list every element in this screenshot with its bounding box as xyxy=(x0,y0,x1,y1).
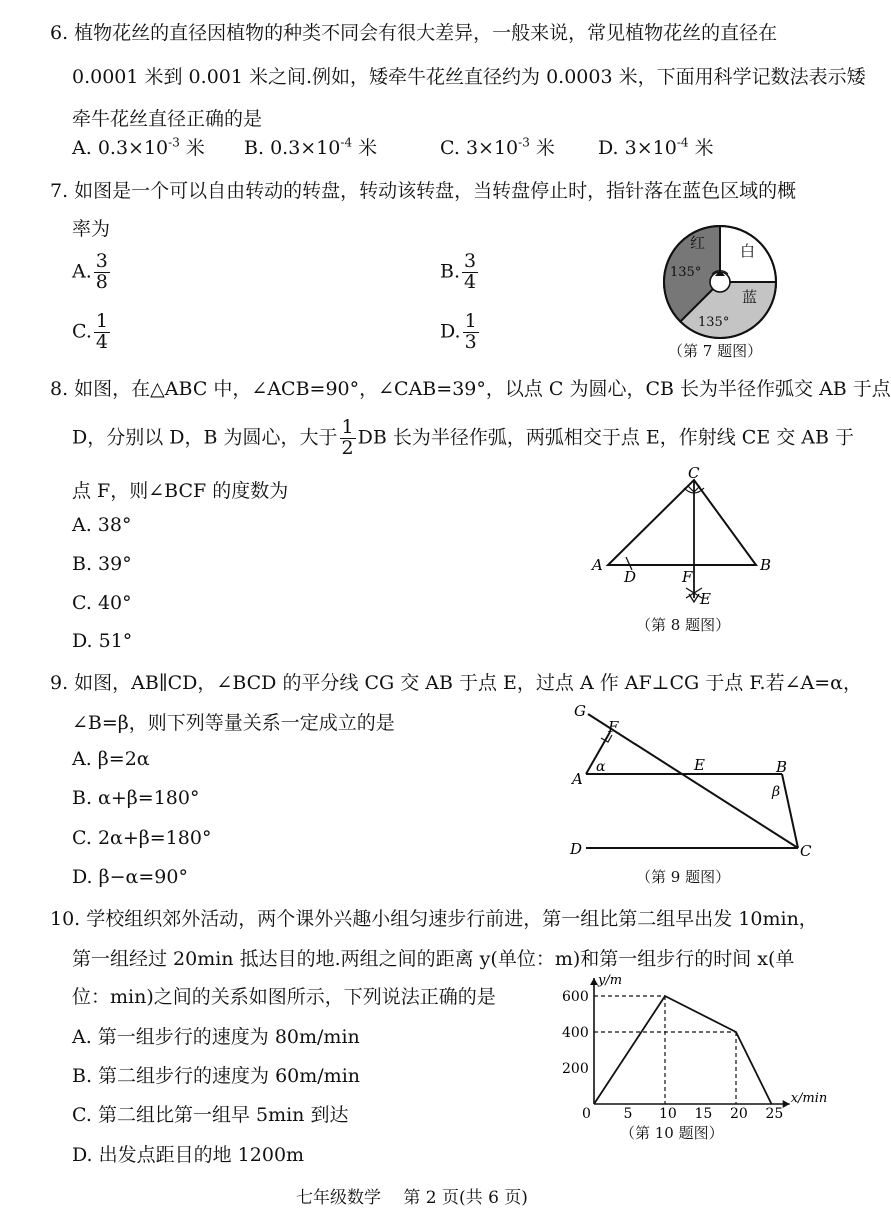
x-tick-label: 10 xyxy=(659,1106,677,1122)
angle-alpha-label: α xyxy=(596,759,606,775)
y-tick-label: 200 xyxy=(562,1061,589,1077)
x-axis-arrow xyxy=(783,1100,790,1108)
series-line xyxy=(594,996,772,1104)
q6-stem-line3: 牵牛花丝直径正确的是 xyxy=(72,108,263,130)
point-f9-label: F xyxy=(608,718,619,736)
spinner-angle2-label: 135° xyxy=(698,315,730,330)
parallel-lines-figure xyxy=(566,700,816,860)
q7-stem-line2: 率为 xyxy=(72,218,111,240)
point-c9-label: C xyxy=(800,842,812,860)
point-e-label: E xyxy=(700,590,711,608)
y-axis-label: y/m xyxy=(598,973,623,988)
q7-option-d: D. $\frac{1}{3}$ xyxy=(440,310,477,353)
q7-option-c: C. $\frac{1}{4}$ xyxy=(72,310,108,353)
point-d-label: D xyxy=(624,568,637,586)
distance-time-chart xyxy=(556,973,828,1122)
q8-figure-caption: （第 8 题图） xyxy=(636,616,731,634)
q7-stem-line1: 7. 如图是一个可以自由转动的转盘，转动该转盘，当转盘停止时，指针落在蓝色区域的概 xyxy=(50,180,797,202)
spinner-red-label: 红 xyxy=(690,234,706,252)
spinner-figure xyxy=(655,224,785,340)
q10-option-a: A. 第一组步行的速度为 80m/min xyxy=(72,1026,360,1048)
x-axis-label: x/min xyxy=(790,1091,828,1106)
q9-stem-line2: ∠B=β，则下列等量关系一定成立的是 xyxy=(72,712,395,734)
q8-stem-line1: 8. 如图，在△ABC 中，∠ACB=90°，∠CAB=39°，以点 C 为圆心，CB 长为半径作弧交 AB 于点 xyxy=(50,378,891,400)
q8-stem-line2: D，分别以 D，B 为圆心，大于 $\frac{1}{2}$ DB 长为半径作弧，两弧相交于点 E，作射线 CE 交 AB 于 xyxy=(72,416,855,459)
y-tick-label: 600 xyxy=(562,989,589,1005)
q10-figure-caption: （第 10 题图） xyxy=(620,1124,724,1142)
x-tick-label: 25 xyxy=(765,1106,784,1122)
q9-option-c: C. 2α+β=180° xyxy=(72,827,212,849)
y-axis-arrow xyxy=(590,978,598,985)
q7-option-b: B. $\frac{3}{4}$ xyxy=(440,250,477,293)
q8-option-b: B. 39° xyxy=(72,553,132,575)
q9-option-b: B. α+β=180° xyxy=(72,787,200,809)
q7-option-a: A. $\frac{3}{8}$ xyxy=(72,250,108,293)
q10-option-c: C. 第二组比第一组早 5min 到达 xyxy=(72,1104,349,1126)
q10-stem-line2: 第一组经过 20min 抵达目的地.两组之间的距离 y(单位：m)和第一组步行的时间 x(单 xyxy=(72,948,795,970)
q6-option-a: A. $0.3\times 10^{-3}$ 米 xyxy=(72,135,205,159)
q6-option-d: D. $3\times 10^{-4}$ 米 xyxy=(598,135,714,159)
x-tick-label: 20 xyxy=(730,1106,748,1122)
spinner-white-label: 白 xyxy=(740,242,756,260)
angle-beta-label: β xyxy=(772,784,781,800)
q8-option-a: A. 38° xyxy=(72,514,132,536)
q9-option-a: A. β=2α xyxy=(72,748,150,770)
q6-option-c: C. $3\times 10^{-3}$ 米 xyxy=(440,135,555,159)
q6-option-b: B. $0.3\times 10^{-4}$ 米 xyxy=(244,135,378,159)
q10-option-d: D. 出发点距目的地 1200m xyxy=(72,1144,305,1166)
q9-stem-line1: 9. 如图，AB∥CD，∠BCD 的平分线 CG 交 AB 于点 E，过点 A 作 AF⊥CG 于点 F.若∠A=α， xyxy=(50,672,862,694)
q8-option-d: D. 51° xyxy=(72,630,133,652)
q6-stem-line2: 0.0001 米到 0.001 米之间.例如，矮牵牛花丝直径约为 0.0003 米，下面用科学记数法表示矮 xyxy=(72,66,866,88)
point-c-label: C xyxy=(688,464,700,482)
x-tick-label: 5 xyxy=(623,1106,633,1122)
point-e9-label: E xyxy=(694,756,705,774)
triangle-figure xyxy=(586,464,776,610)
y-tick-label: 400 xyxy=(562,1025,589,1041)
q10-stem-line1: 10. 学校组织郊外活动，两个课外兴趣小组匀速步行前进，第一组比第二组早出发 10min， xyxy=(50,908,818,930)
q10-option-b: B. 第二组步行的速度为 60m/min xyxy=(72,1065,361,1087)
q7-figure-caption: （第 7 题图） xyxy=(668,342,763,360)
q6-stem-line1: 6. 植物花丝的直径因植物的种类不同会有很大差异，一般来说，常见植物花丝的直径在 xyxy=(50,22,778,44)
page-footer: 七年级数学 第 2 页(共 6 页) xyxy=(296,1188,528,1208)
point-a9-label: A xyxy=(572,770,583,788)
segment-bc xyxy=(782,774,798,848)
x-tick-label: 15 xyxy=(694,1106,713,1122)
q10-stem-line3: 位：min)之间的关系如图所示，下列说法正确的是 xyxy=(72,986,496,1008)
point-b-label: B xyxy=(760,556,772,574)
spinner-blue-label: 蓝 xyxy=(742,288,758,306)
spinner-angle1-label: 135° xyxy=(670,265,702,280)
point-a-label: A xyxy=(592,556,603,574)
q9-figure-caption: （第 9 题图） xyxy=(636,868,731,886)
point-f-label: F xyxy=(682,568,693,586)
q9-option-d: D. β−α=90° xyxy=(72,866,188,888)
point-d9-label: D xyxy=(570,840,583,858)
point-g-label: G xyxy=(574,702,586,720)
line-cg xyxy=(588,714,798,848)
q8-stem-line3: 点 F，则∠BCF 的度数为 xyxy=(72,480,289,502)
q8-option-c: C. 40° xyxy=(72,592,132,614)
x-tick-label: 0 xyxy=(582,1106,591,1122)
triangle-abc xyxy=(608,480,756,565)
point-b9-label: B xyxy=(776,758,788,776)
